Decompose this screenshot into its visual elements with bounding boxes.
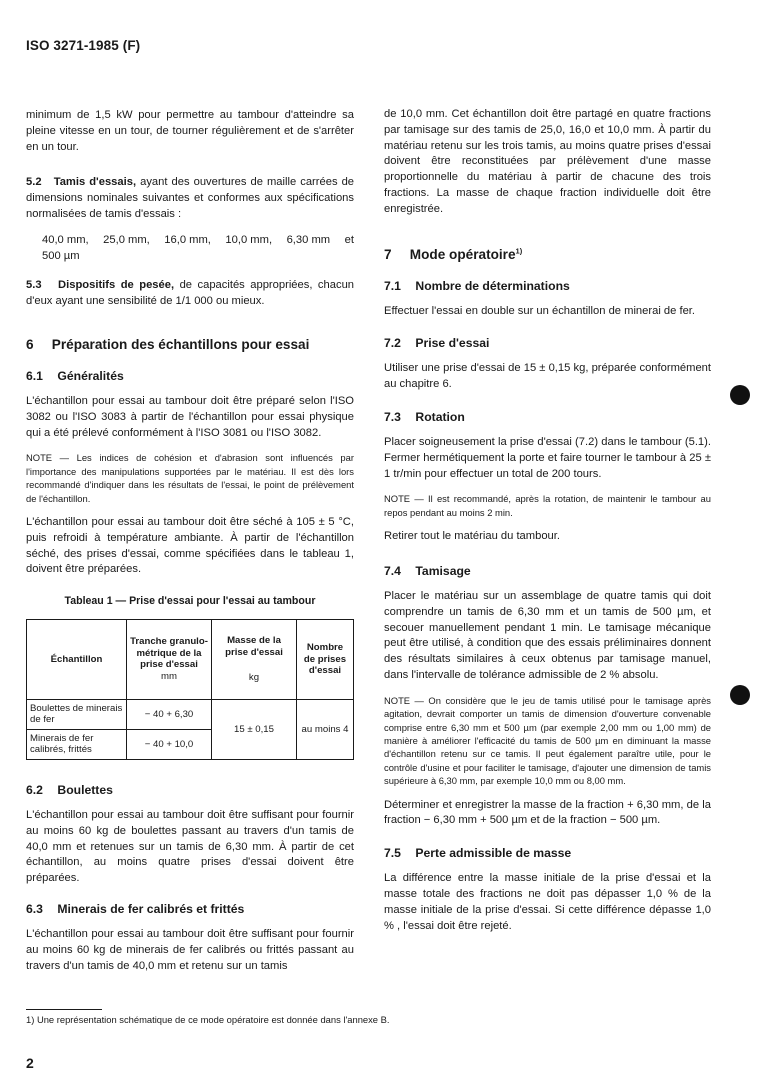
heading-6-2 [26, 782, 354, 798]
table-header-mass: Masse de la prise d'essai kg [212, 619, 297, 699]
footnote-rule [26, 1009, 102, 1010]
section-5-2-title: Tamis d'essais, [53, 176, 137, 189]
sieve-list [42, 233, 354, 265]
table-cell-size-range: − 40 + 6,30 [127, 699, 212, 729]
heading-number: 7.5 [384, 846, 401, 861]
footnote: 1) Une représentation schématique de ce mode opératoire est donnée dans l'annexe B. [26, 1014, 390, 1025]
sieve-size: 500 µm [42, 249, 80, 262]
left-column [26, 108, 354, 974]
paragraph-7-4: Placer le matériau sur un assemblage de quatre tamis qui doit comprendre un tamis de 6,30 mm et un tamis de 500 µm, et secouer manuellement pendant 1 min. Le tamisage mécanique peut être utilisé, à condition que des essais préliminaires donnent des résultats similaires à ceux obtenus par tamisage manuel, dans l'intervalle de tolérance admissible de 2 % absolu. [384, 589, 711, 681]
sieve-conjunction: et [344, 233, 354, 246]
paragraph-continuation: de 10,0 mm. Cet échantillon doit être partagé en quatre fractions par tamisage sur des tamis de 25,0, 16,0 et 10,0 mm. À partir du matériau retenu sur les trois tamis, au moins quatre prises d'essai doivent être reconstituées par prélèvement d'une masse proportionnelle du matériau à partir de chacune des trois fractions. La masse de chaque fraction individuelle doit être enregistrée. [384, 108, 711, 215]
right-column [384, 107, 711, 934]
footnote-reference: 1) [515, 246, 523, 256]
note-7-3: NOTE — Il est recommandé, après la rotation, de maintenir le tambour au repos pendant au moins 2 min. [384, 493, 711, 518]
heading-title: Mode opératoire [409, 246, 516, 262]
heading-title: Boulettes [57, 782, 113, 797]
heading-title: Préparation des échantillons pour essai [51, 336, 310, 352]
paragraph-intro: minimum de 1,5 kW pour permettre au tambour d'atteindre sa pleine vitesse en un tour, de tourner régulièrement et de s'arrêter en un tour. [26, 109, 354, 153]
heading-number: 6 [26, 336, 34, 352]
heading-7-1 [384, 278, 711, 294]
heading-title: Minerais de fer calibrés et frittés [57, 901, 245, 916]
paragraph-7-4-b: Déterminer et enregistrer la masse de la fraction + 6,30 mm, de la fraction − 6,30 mm + 500 µm et de la fraction − 500 µm. [384, 798, 711, 827]
sieve-size: 40,0 mm, [42, 233, 89, 246]
table-cell-size-range: − 40 + 10,0 [127, 729, 212, 759]
document-header: ISO 3271-1985 (F) [26, 38, 141, 53]
change-marker-dot [730, 385, 750, 405]
heading-title: Tamisage [415, 563, 471, 578]
section-5-3 [26, 278, 354, 310]
heading-title: Généralités [57, 368, 124, 383]
page-number: 2 [26, 1055, 34, 1071]
paragraph-6-2: L'échantillon pour essai au tambour doit être suffisant pour fournir au moins 60 kg de boulettes passant au travers d'un tamis de 40,0 mm et retenues sur un tamis de 6,30 mm. À partir de cet échantillon, au moins quatre prises d'essai doivent être préparées. [26, 808, 354, 885]
paragraph-7-3-b: Retirer tout le matériau du tambour. [384, 530, 560, 543]
heading-7-2 [384, 335, 711, 351]
heading-title: Perte admissible de masse [415, 846, 572, 861]
paragraph-6-3: L'échantillon pour essai au tambour doit être suffisant pour fournir au moins 60 kg de minerais de fer calibrés ou frittés passant au travers d'un tamis de 40,0 mm et retenu sur un tamis [26, 927, 354, 972]
heading-number: 6.2 [26, 782, 43, 797]
table-header-sample: Échantillon [27, 619, 127, 699]
heading-title: Rotation [415, 409, 465, 424]
sieve-size: 16,0 mm, [164, 233, 211, 246]
section-5-3-title: Dispositifs de pesée, [58, 279, 175, 292]
sieve-size: 6,30 mm [286, 233, 331, 246]
heading-6-1 [26, 368, 354, 384]
heading-6-3 [26, 901, 354, 917]
heading-number: 7 [384, 246, 392, 262]
change-marker-dot [730, 685, 750, 705]
section-5-3-number: 5.3 [26, 279, 42, 292]
table-cell-sample: Minerais de fer calibrés, frittés [27, 729, 127, 759]
section-5-2 [26, 175, 354, 222]
sieve-size: 25,0 mm, [103, 233, 150, 246]
table-cell-sample: Boulettes de minerais de fer [27, 699, 127, 729]
heading-number: 6.3 [26, 901, 43, 916]
table-header-count: Nombre de prises d'essai [297, 619, 354, 699]
heading-number: 7.1 [384, 278, 401, 293]
heading-number: 7.3 [384, 409, 401, 424]
heading-7-3 [384, 409, 711, 425]
paragraph-7-2: Utiliser une prise d'essai de 15 ± 0,15 kg, préparée conformément au chapitre 6. [384, 362, 711, 391]
heading-number: 6.1 [26, 368, 43, 383]
table-cell-count: au moins 4 [297, 699, 354, 759]
heading-section-6 [26, 336, 354, 354]
paragraph-7-1: Effectuer l'essai en double sur un échantillon de minerai de fer. [384, 304, 696, 317]
heading-7-4 [384, 563, 711, 579]
heading-title: Prise d'essai [415, 336, 490, 351]
heading-number: 7.4 [384, 563, 401, 578]
note-6-1: NOTE — Les indices de cohésion et d'abrasion sont influencés par l'importance des manipulations supportées par le matériau. Il est dès lors recommandé d'indiquer dans les résultats de l'essai, le point de prélèvement de l'échantillon. [26, 452, 354, 504]
table-1 [26, 619, 354, 760]
sieve-size: 10,0 mm, [225, 233, 273, 246]
heading-section-7 [384, 246, 711, 264]
section-5-3-text: de capacités appropriées, chacun d'eux ayant une sensibilité de 1/1 000 ou mieux. [26, 279, 355, 308]
paragraph-6-1-b: L'échantillon pour essai au tambour doit être séché à 105 ± 5 °C, puis refroidi à température ambiante. À partir de l'échantillon séché, des prises d'essai, comme spécifiées dans le tableau 1, doivent être préparées. [26, 515, 354, 576]
note-7-4: NOTE — On considère que le jeu de tamis utilisé pour le tamisage après agitation, devrait comporter un tamis de dimension d'ouverture convenable comprise entre 6,30 mm et 500 µm (par exemple 2,00 mm ou 1,00 mm) de manière à améliorer l'efficacité du tamis de 500 µm en diminuant la masse d'échantillon retenu sur ce tamis. Il peut également paraître utile, pour le contrôle d'usine et pour faciliter le tamisage, d'ajouter une dimension de tamis supérieure à 6,30 mm, par exemple 10,0 mm ou 8,00 mm. [384, 694, 711, 787]
table-cell-mass: 15 ± 0,15 [212, 699, 297, 759]
paragraph-7-5: La différence entre la masse initiale de la prise d'essai et la masse totale des fractions ne doit pas dépasser 1,0 % de la masse initiale de la prise d'essai. Si cette différence dépasse 1,0 % , l'essai doit être rejeté. [384, 872, 711, 932]
section-5-2-number: 5.2 [26, 176, 42, 189]
heading-7-5 [384, 845, 711, 861]
section-5-2-text: ayant des ouvertures de maille carrées de dimensions nominales suivantes et conformes aux spécifications normalisées de tamis d'essais : [26, 176, 355, 220]
table-caption: Tableau 1 — Prise d'essai pour l'essai au tambour [64, 595, 316, 608]
heading-number: 7.2 [384, 336, 401, 351]
paragraph-7-3: Placer soigneusement la prise d'essai (7.2) dans le tambour (5.1). Fermer hermétiquement la porte et faire tourner le tambour à 25 ± 1 tr/min pour effectuer un total de 200 tours. [384, 435, 711, 480]
paragraph-6-1-a: L'échantillon pour essai au tambour doit être préparé selon l'ISO 3082 ou l'ISO 3083 à partir de l'échantillon pour essai physique qui a été prélevé conformément à l'ISO 3081 ou l'ISO 3082. [26, 394, 354, 439]
table-header-size-range: Tranche granulo-métrique de la prise d'essai mm [127, 619, 212, 699]
heading-title: Nombre de déterminations [415, 278, 570, 293]
